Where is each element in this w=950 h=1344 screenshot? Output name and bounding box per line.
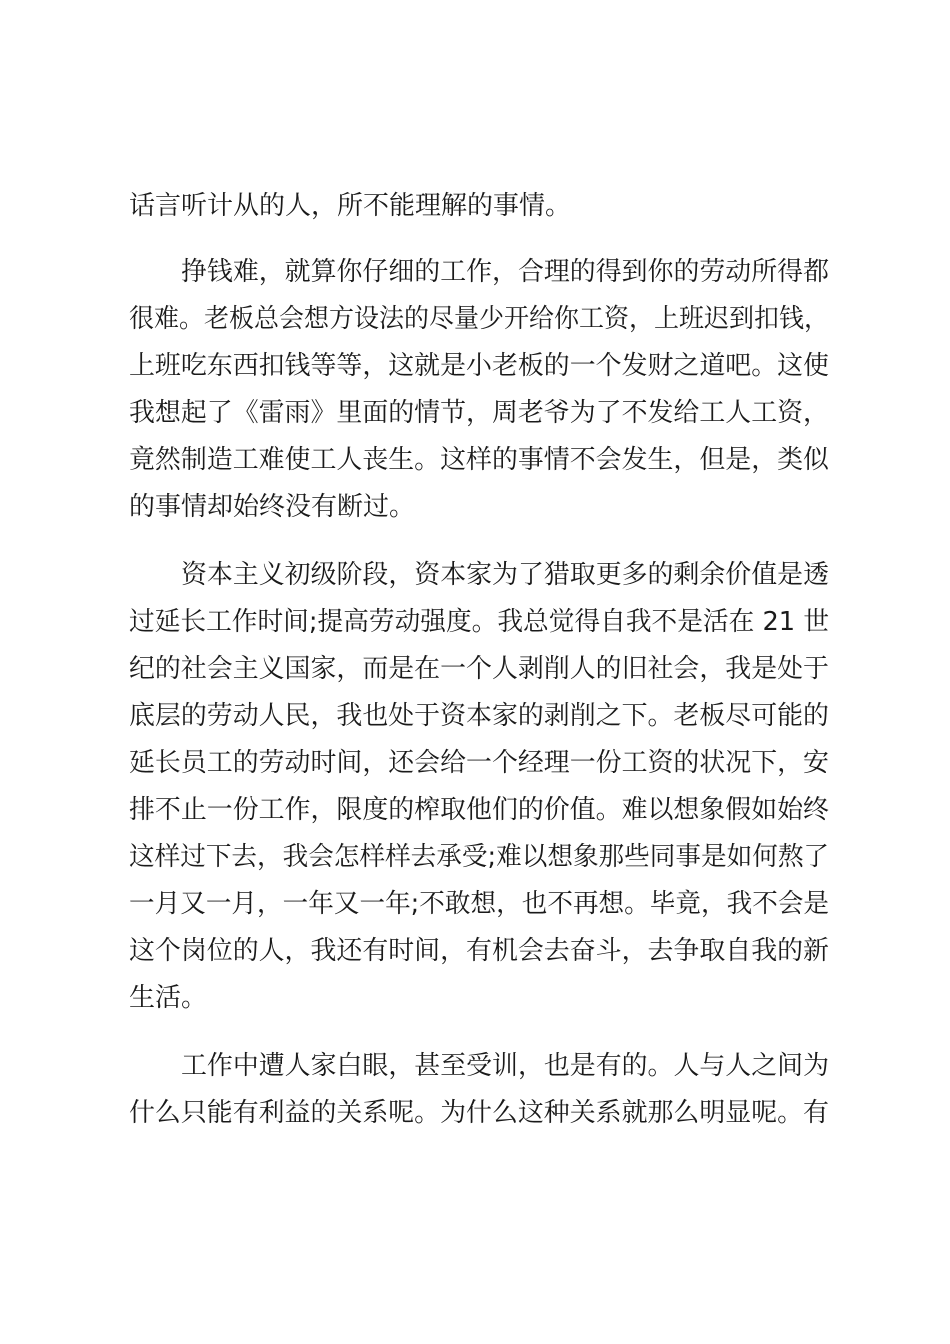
line-text: 底层的劳动人民，我也处于资本家的剥削之下。老板尽可能的: [129, 701, 829, 731]
line-text: 过延长工作时间;提高劳动强度。我总觉得自我不是活在 21 世: [129, 607, 830, 637]
line-text: 我想起了《雷雨》里面的情节，周老爷为了不发给工人工资，: [129, 398, 829, 428]
line-text: 一月又一月，一年又一年;不敢想，也不再想。毕竟，我不会是: [129, 889, 830, 919]
line-text: 很难。老板总会想方设法的尽量少开给你工资，上班迟到扣钱，: [129, 304, 829, 334]
text-line: [0, 602, 950, 642]
line-text: 纪的社会主义国家，而是在一个人剥削人的旧社会，我是处于: [129, 654, 829, 684]
text-line: [0, 790, 950, 830]
text-line: [0, 393, 950, 433]
text-line: [0, 978, 950, 1018]
text-line: [0, 1046, 950, 1086]
text-line: [0, 696, 950, 736]
line-text: 工作中遭人家白眼，甚至受训，也是有的。人与人之间为: [181, 1051, 830, 1081]
line-text: 这个岗位的人，我还有时间，有机会去奋斗，去争取自我的新: [129, 936, 829, 966]
text-line: [0, 743, 950, 783]
text-line: [0, 649, 950, 689]
line-text: 资本主义初级阶段，资本家为了猎取更多的剩余价值是透: [181, 560, 830, 590]
line-text: 的事情却始终没有断过。: [129, 492, 416, 522]
text-line: [0, 487, 950, 527]
text-line: [0, 1093, 950, 1133]
line-text: 挣钱难，就算你仔细的工作，合理的得到你的劳动所得都: [181, 257, 830, 287]
text-line: [0, 884, 950, 924]
text-line: [0, 440, 950, 480]
line-text: 排不止一份工作，限度的榨取他们的价值。难以想象假如始终: [129, 795, 829, 825]
text-line: [0, 837, 950, 877]
line-text: 生活。: [129, 983, 208, 1013]
text-line: [0, 299, 950, 339]
line-text: 竟然制造工难使工人丧生。这样的事情不会发生，但是，类似: [129, 445, 829, 475]
line-text: 话言听计从的人，所不能理解的事情。: [129, 191, 572, 221]
text-line: [0, 186, 950, 226]
line-text: 这样过下去，我会怎样样去承受;难以想象那些同事是如何熬了: [129, 842, 830, 872]
text-line: [0, 931, 950, 971]
line-text: 什么只能有利益的关系呢。为什么这种关系就那么明显呢。有: [129, 1098, 829, 1128]
text-line: [0, 346, 950, 386]
text-line: [0, 252, 950, 292]
text-line: [0, 555, 950, 595]
line-text: 延长员工的劳动时间，还会给一个经理一份工资的状况下，安: [129, 748, 829, 778]
line-text: 上班吃东西扣钱等等，这就是小老板的一个发财之道吧。这使: [129, 351, 829, 381]
